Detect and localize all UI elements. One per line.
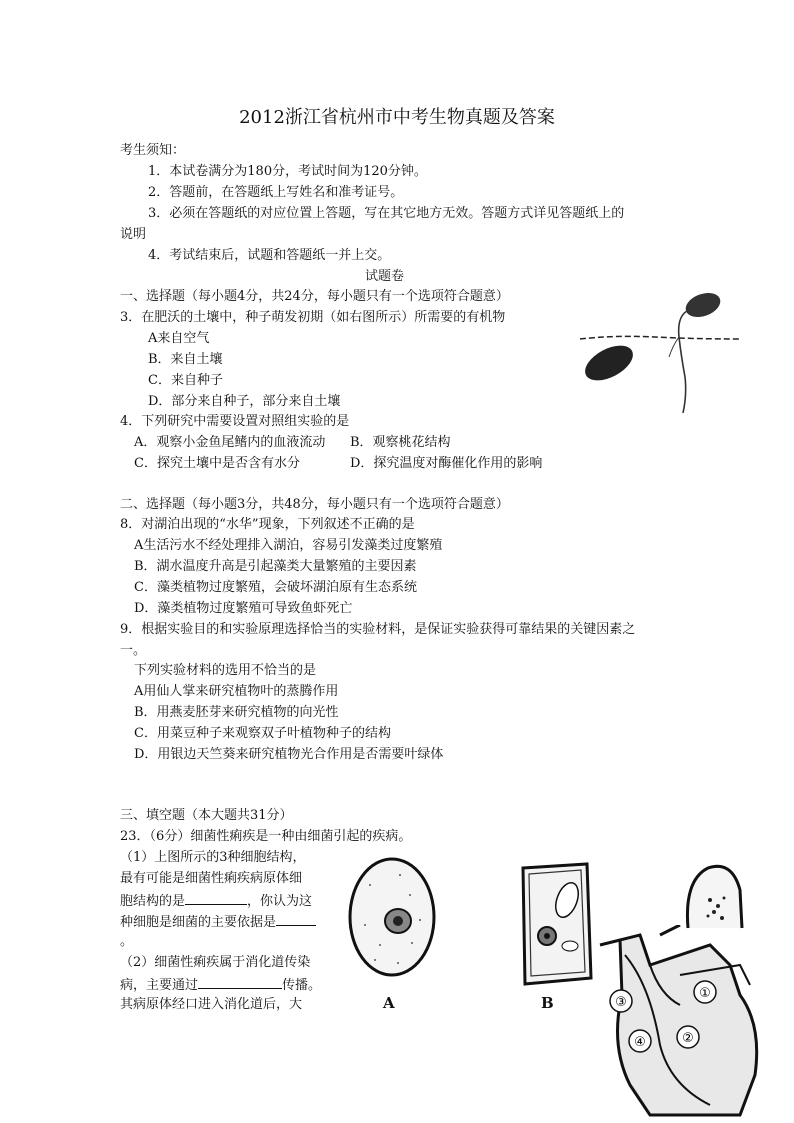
q4-stem: 4．下列研究中需要设置对照组实验的是 (120, 414, 350, 429)
q9-sub: 下列实验材料的选用不恰当的是 (134, 663, 317, 678)
q8-option-a: A生活污水不经处理排入湖泊，容易引发藻类过度繁殖 (134, 538, 443, 553)
answer-blank-3[interactable] (198, 976, 282, 989)
q23-line-part: 胞结构的是 (120, 894, 186, 909)
notice-item: 1．本试卷满分为180分，考试时间为120分钟。 (148, 164, 427, 179)
notice-item: 说明 (120, 227, 147, 242)
answer-blank-2[interactable] (276, 913, 316, 926)
heart-label-1: ① (699, 986, 711, 1001)
q9-option-d: D．用银边天竺葵来研究植物光合作用是否需要叶绿体 (134, 747, 444, 762)
q3-option-c: C．来自种子 (148, 373, 223, 388)
q23-stem: 23．（6分）细菌性痢疾是一种由细菌引起的疾病。 (120, 829, 412, 844)
q9-stem-cont: 一。 (120, 643, 147, 658)
q4-option-c: C．探究土壤中是否含有水分 (134, 456, 300, 471)
q4-option-b: B．观察桃花结构 (350, 435, 451, 450)
heart-label-2: ② (682, 1031, 694, 1046)
q9-option-a: A用仙人掌来研究植物叶的蒸腾作用 (134, 684, 339, 699)
q9-option-b: B．用燕麦胚芽来研究植物的向光性 (134, 705, 339, 720)
q23-line: 其病原体经口进入消化道后，大 (120, 997, 303, 1012)
q23-line-part: ，你认为这 (247, 894, 313, 909)
notice-item: 2．答题前，在答题纸上写姓名和准考证号。 (148, 185, 404, 200)
answer-blank-1[interactable] (185, 892, 247, 905)
q4-option-a: A．观察小金鱼尾鳍内的血液流动 (134, 435, 326, 450)
heart-label-3: ③ (615, 995, 627, 1010)
q23-line (120, 976, 321, 994)
cell-b-figure (515, 858, 595, 993)
seed-germination-figure (575, 285, 745, 420)
notice-heading: 考生须知： (120, 143, 186, 158)
q3-option-a: A来自空气 (148, 331, 210, 346)
figure-label-b: B (541, 994, 554, 1012)
q23-line (120, 913, 316, 931)
section3-heading: 三、填空题（本大题共31分） (120, 808, 293, 823)
q23-line-part: 病，主要通过 (120, 978, 199, 993)
cell-a-figure (340, 855, 445, 1015)
heart-label-4: ④ (634, 1035, 646, 1050)
q3-stem: 3．在肥沃的土壤中，种子萌发初期（如右图所示）所需要的有机物 (120, 310, 506, 325)
q3-option-d: D．部分来自种子，部分来自土壤 (148, 394, 341, 409)
q23-line: （2）细菌性痢疾属于消化道传染 (120, 955, 311, 970)
q23-line: 。 (120, 934, 134, 949)
section1-heading: 一、选择题（每小题4分，共24分，每小题只有一个选项符合题意） (120, 289, 509, 304)
heart-figure (590, 925, 765, 1120)
q8-stem: 8．对湖泊出现的“水华”现象，下列叙述不正确的是 (120, 517, 415, 532)
bacterium-figure (680, 860, 755, 930)
figure-label-a: A (383, 994, 395, 1012)
q4-option-d: D．探究温度对酶催化作用的影响 (350, 456, 543, 471)
q8-option-d: D．藻类植物过度繁殖可导致鱼虾死亡 (134, 601, 353, 616)
notice-item: 3．必须在答题纸的对应位置上答题，写在其它地方无效。答题方式详见答题纸上的 (148, 206, 625, 221)
q23-line: 最有可能是细菌性痢疾病原体细 (120, 871, 303, 886)
page-title: 2012浙江省杭州市中考生物真题及答案 (239, 107, 555, 128)
section2-heading: 二、选择题（每小题3分，共48分，每小题只有一个选项符合题意） (120, 497, 509, 512)
q8-option-c: C．藻类植物过度繁殖，会破坏湖泊原有生态系统 (134, 580, 417, 595)
notice-item: 4．考试结束后，试题和答题纸一并上交。 (148, 248, 391, 263)
q23-line: （1）上图所示的3种细胞结构， (120, 850, 306, 865)
q9-option-c: C．用菜豆种子来观察双子叶植物种子的结构 (134, 726, 391, 741)
q3-option-b: B．来自土壤 (148, 352, 223, 367)
q23-line-part: 传播。 (282, 978, 322, 993)
exam-label: 试题卷 (365, 269, 405, 284)
q23-line-part: 种细胞是细菌的主要依据是 (120, 915, 277, 930)
q23-line (120, 892, 312, 910)
q8-option-b: B．湖水温度升高是引起藻类大量繁殖的主要因素 (134, 559, 417, 574)
q9-stem: 9．根据实验目的和实验原理选择恰当的实验材料，是保证实验获得可靠结果的关键因素之 (120, 622, 636, 637)
